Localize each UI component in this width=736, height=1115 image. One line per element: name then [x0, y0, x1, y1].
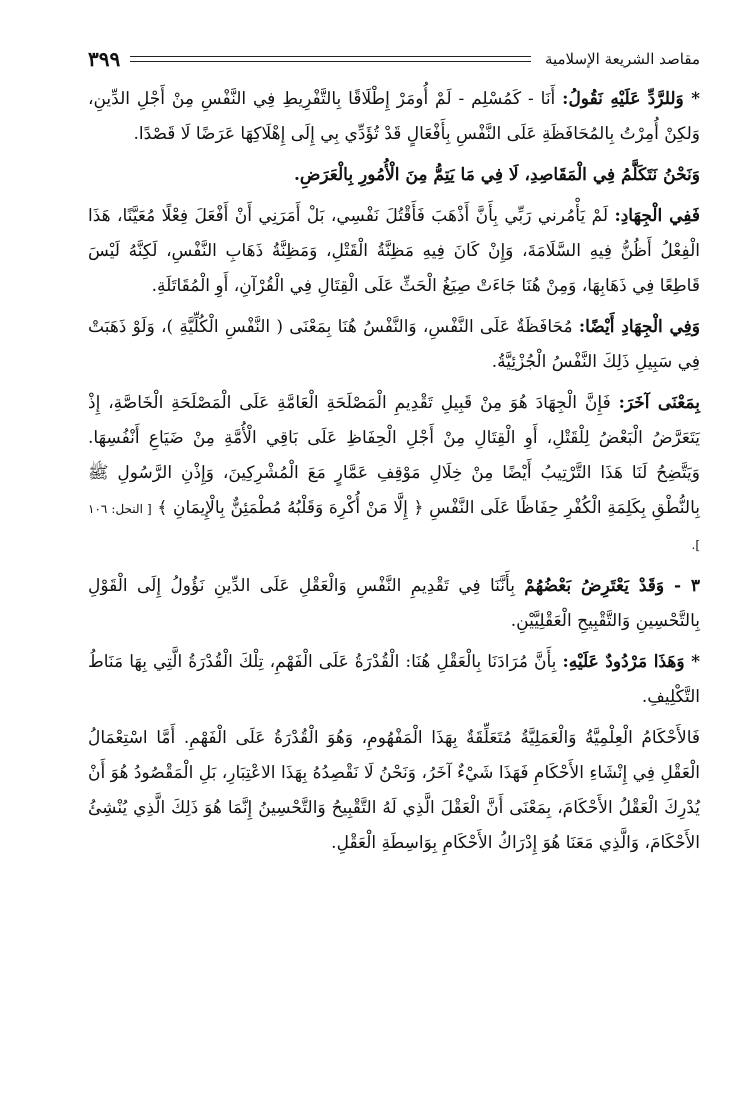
- body-text: [88, 82, 700, 861]
- paragraph-objection-3: [88, 569, 700, 639]
- paragraph-lead: وَفِي الْجِهَادِ أَيْضًا:: [578, 317, 701, 337]
- paragraph-text: بِأَنَّنَا فِي تَقْدِيمِ النَّفْسِ وَالْعَقْلِ عَلَى الدِّينِ نَؤُولُ إِلَى الْقَوْلِ بِالتَّحْسِينِ وَالتَّقْبِيحِ الْعَقْلِيَّيْنِ.: [88, 576, 700, 631]
- paragraph-maqasid-statement: [88, 158, 700, 193]
- paragraph-jihad-also: [88, 310, 700, 380]
- book-title: مقاصد الشريعة الإسلامية: [544, 50, 700, 68]
- paragraph-rebuttal: [88, 645, 700, 715]
- paragraph-text: أَنَا - كَمُسْلِم - لَمْ أُومَرْ إِطْلَاقًا بِالتَّفْرِيطِ فِي النَّفْسِ مِنْ أَجْلِ الدِّينِ، وَلكِنْ أُمِرْتُ بِالمُحَافَظَةِ عَلَى النَّفْسِ بِأَفْعَالٍ قَدْ تُؤَدِّي بِي إِلَى إِهْلَاكِهَا عَرَضًا لَا قَصْدًا.: [88, 89, 700, 144]
- paragraph-rulings: [88, 721, 700, 861]
- page-number: ٣٩٩: [88, 47, 121, 71]
- verse-reference: [ النحل: ١٠٦ ].: [88, 502, 700, 552]
- paragraph-jihad: [88, 199, 700, 304]
- quran-verse: ﴿ إِلَّا مَنْ أُكْرِهَ وَقَلْبُهُ مُطْمَئِنٌّ بِالْإِيمَانِ ﴾: [151, 498, 430, 518]
- paragraph-text: فَالأَحْكَامُ الْعِلْمِيَّةُ وَالْعَمَلِيَّةُ مُتَعَلِّقَةٌ بِهَذَا الْمَفْهُومِ، وَهُوَ الْقُدْرَةُ عَلَى الْفَهْمِ. أَمَّا اسْتِعْمَالُ الْعَقْلِ فِي إِنْشَاءِ الأَحْكَامِ فَهَذَا شَيْءٌ آخَرُ، وَنَحْنُ لَا نَقْصِدُهُ بِهَذَا الاعْتِبَارِ، بَلِ الْمَقْصُودُ هُوَ أَنْ يُدْرِكَ الْعَقْلُ الأَحْكَامَ، بِمَعْنَى أَنَّ الْعَقْلَ الَّذِي لَهُ التَّقْبِيحُ وَالتَّحْسِينُ إِنَّمَا هُوَ ذَلِكَ الَّذِي يُنْشِئُ الأَحْكَامَ، وَالَّذِي مَعَنَا هُوَ إِدْرَاكُ الأَحْكَامِ بِوَاسِطَةِ الْعَقْلِ.: [88, 728, 700, 853]
- paragraph-lead: * وَهَذَا مَرْدُودٌ عَلَيْهِ:: [562, 652, 700, 672]
- book-page: [88, 44, 700, 1094]
- paragraph-reply-nafs: [88, 82, 700, 152]
- paragraph-text: لَمْ يَأْمُرني رَبِّي بِأَنَّ أَذْهَبَ فَأَقْتُلَ نَفْسِي، بَلْ أَمَرَنِي أَنْ أَفْعَلَ فِعْلًا مُعَيَّنًا، هَذَا الْفِعْلُ أَظُنُّ فِيهِ السَّلَامَةَ، وَإِنْ كَانَ فِيهِ مَظِنَّةُ الْقَتْلِ، وَمَظِنَّةُ ذَهَابِ النَّفْسِ، لَكِنَّهُ لَيْسَ قَاطِعًا فِي ذَهَابِهَا، وَمِنْ هُنَا جَاءَتْ صِيَغُ الْحَثِّ عَلَى الْقِتَالِ فِي الْقُرْآنِ، أَوِ الْمُقَاتَلَةِ.: [88, 206, 700, 296]
- paragraph-text: فَإِنَّ الْجِهَادَ هُوَ مِنْ قَبِيلِ تَقْدِيمِ الْمَصْلَحَةِ الْعَامَّةِ عَلَى الْمَصْلَحَةِ الْخَاصَّةِ، إِذْ يَتَعَرَّضُ الْبَعْضُ لِلْقَتْلِ، أَوِ الْقِتَالِ مِنْ أَجْلِ الْحِفَاظِ عَلَى بَاقِي الْأُمَّةِ مِنْ ضَيَاعِ أَنْفُسِهَا. وَيَتَّضِحُ لَنَا هَذَا التَّرْتِيبُ أَيْضًا مِنْ خِلَالِ مَوْقِفِ عَمَّارٍ مَعَ الْمُشْرِكِينَ، وَإِذْنِ الرَّسُولِ ﷺ بِالنُّطْقِ بِكَلِمَةِ الْكُفْرِ حِفَاظًا عَلَى النَّفْسِ: [88, 393, 700, 518]
- header-rule: [130, 56, 531, 62]
- paragraph-text: مُحَافَظَةٌ عَلَى النَّفْسِ، وَالنَّفْسُ هُنَا بِمَعْنَى ( النَّفْسِ الْكُلِّيَّةِ )، وَلَوْ ذَهَبَتْ فِي سَبِيلِ ذَلِكَ النَّفْسُ الْجُزْئِيَّةُ.: [88, 317, 700, 372]
- paragraph-lead: ٣ - وَقَدْ يَعْتَرِضُ بَعْضُهُمْ: [524, 576, 701, 596]
- running-header: [88, 44, 700, 74]
- paragraph-text: وَنَحْنُ نَتَكَلَّمُ فِي الْمَقَاصِدِ، لَا فِي مَا يَتِمُّ مِنَ الْأُمُورِ بِالْعَرَضِ.: [293, 165, 700, 185]
- paragraph-lead: فَفِي الْجِهَادِ:: [614, 206, 700, 226]
- paragraph-other-meaning: [88, 386, 700, 563]
- paragraph-lead: بِمَعْنَى آخَرَ:: [618, 393, 700, 413]
- paragraph-lead: * وَللرَّدِّ عَلَيْهِ نَقُولُ:: [562, 89, 701, 109]
- paragraph-text: بِأَنَّ مُرَادَنَا بِالْعَقْلِ هُنَا: الْقُدْرَةُ عَلَى الْفَهْمِ، تِلْكَ الْقُدْرَةُ الَّتِي بِهَا مَنَاطُ التَّكْلِيفِ.: [88, 652, 700, 707]
